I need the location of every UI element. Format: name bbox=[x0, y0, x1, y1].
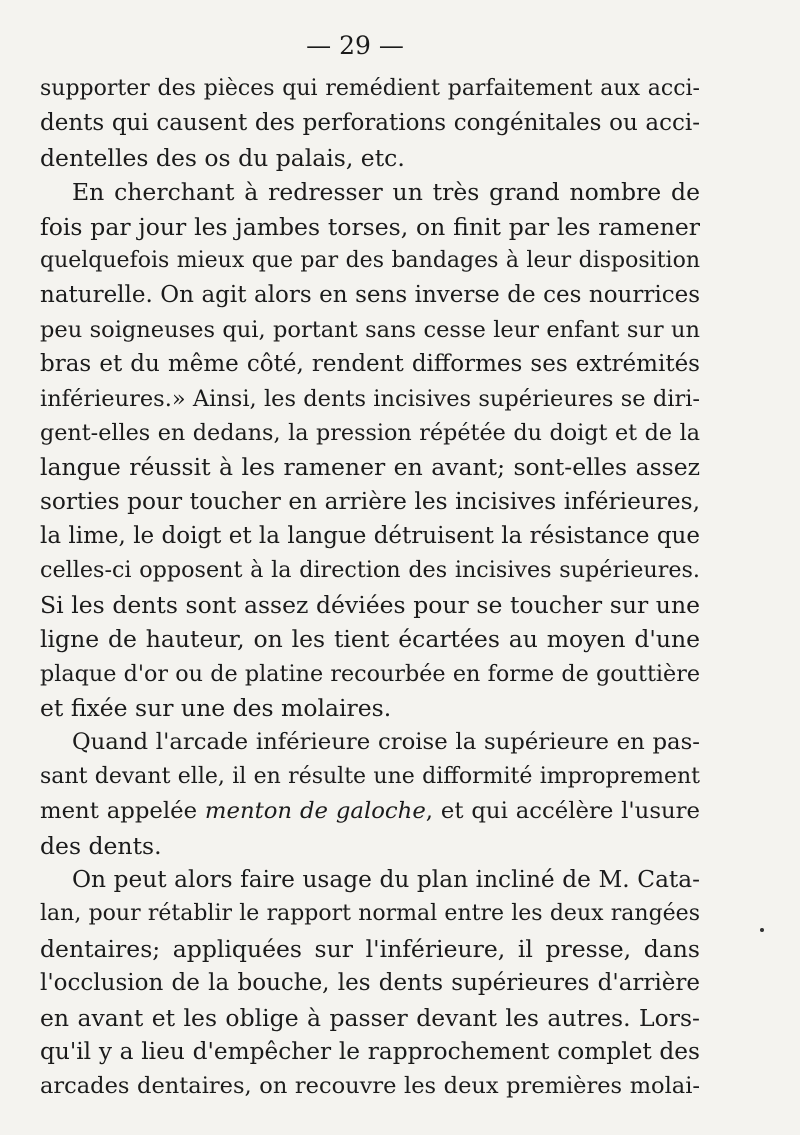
text-line: naturelle. On agit alors en sens inverse de ces nourrices bbox=[40, 282, 700, 309]
text-line: celles-ci opposent à la direction des incisives supérieures. bbox=[40, 557, 700, 584]
text-line: gent-elles en dedans, la pression répétée du doigt et de la bbox=[40, 419, 700, 446]
text-line: ligne de hauteur, on les tient écartées au moyen d'une bbox=[40, 625, 700, 654]
text-line: et fixée sur une des molaires. bbox=[40, 694, 392, 723]
text-line: En cherchant à redresser un très grand nombre de bbox=[72, 178, 700, 207]
body-text bbox=[40, 72, 700, 1104]
text-line: supporter des pièces qui remédient parfaitement aux acci- bbox=[40, 76, 700, 101]
text-line: Quand l'arcade inférieure croise la supérieure en pas- bbox=[72, 729, 700, 756]
text-line: On peut alors faire usage du plan incliné de M. Cata- bbox=[72, 865, 700, 893]
text-line: fois par jour les jambes torses, on finit par les ramener bbox=[40, 212, 700, 241]
text-line: en avant et les oblige à passer devant les autres. Lors- bbox=[40, 1003, 700, 1032]
text-line: inférieures.» Ainsi, les dents incisives supérieures se diri- bbox=[40, 385, 700, 412]
text-line: dents qui causent des perforations congénitales ou acci- bbox=[40, 110, 700, 137]
text-line: Si les dents sont assez déviées pour se toucher sur une bbox=[40, 590, 700, 619]
text-line: sorties pour toucher en arrière les incisives inférieures, bbox=[40, 487, 700, 515]
text-line: qu'il y a lieu d'empêcher le rapprochement complet des bbox=[40, 1037, 700, 1065]
text-line: langue réussit à les ramener en avant; sont-elles assez bbox=[40, 453, 700, 482]
text-line: peu soigneuses qui, portant sans cesse leur enfant sur un bbox=[40, 316, 700, 343]
italic-term: menton de galoche bbox=[204, 798, 426, 825]
text-line: la lime, le doigt et la langue détruisent la résistance que bbox=[40, 523, 700, 550]
page-number: — 29 — bbox=[306, 31, 404, 60]
text-line: dentelles des os du palais, etc. bbox=[40, 143, 405, 172]
text-line: sant devant elle, il en résulte une difformité improprement bbox=[40, 763, 700, 789]
text-line: bras et du même côté, rendent difformes ses extrémités bbox=[40, 351, 700, 378]
text-line: des dents. bbox=[40, 831, 162, 860]
text-line: plaque d'or ou de platine recourbée en forme de gouttière bbox=[40, 660, 700, 687]
text-line: lan, pour rétablir le rapport normal entre les deux rangées bbox=[40, 901, 700, 927]
ink-speck bbox=[760, 928, 764, 932]
text-line: ment appelée menton de galoche, et qui accélère l'usure bbox=[40, 798, 700, 825]
text-line: arcades dentaires, on recouvre les deux premières molai- bbox=[40, 1073, 700, 1100]
text-line: l'occlusion de la bouche, les dents supérieures d'arrière bbox=[40, 970, 700, 997]
text-line: dentaires; appliquées sur l'inférieure, il presse, dans bbox=[40, 934, 700, 963]
text-line: quelquefois mieux que par des bandages à leur disposition bbox=[40, 247, 700, 273]
